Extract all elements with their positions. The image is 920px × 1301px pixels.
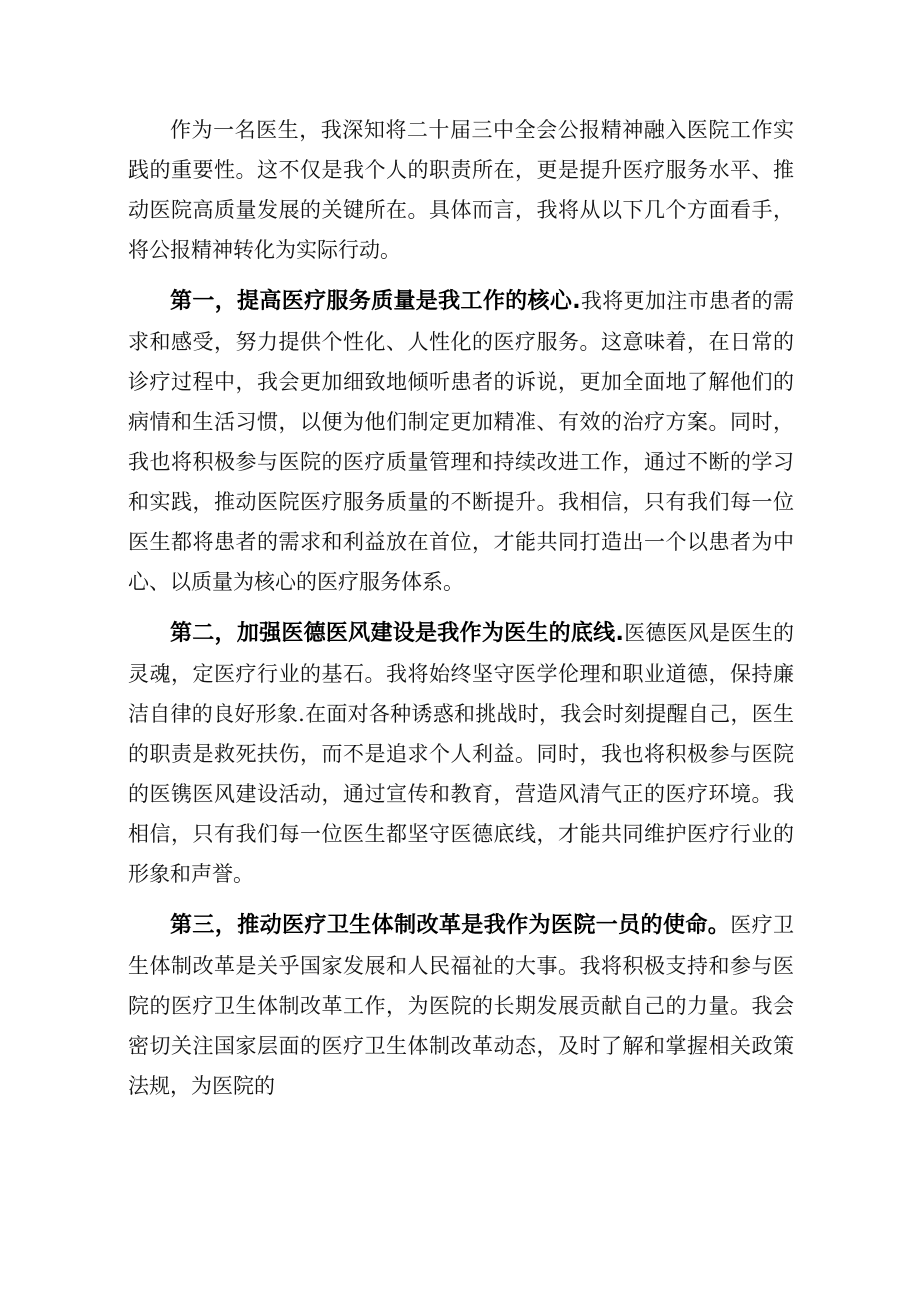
paragraph-lead: 第一，提高医疗服务质量是我工作的核心.: [170, 289, 581, 314]
paragraph-lead: 第三，推动医疗卫生体制改革是我作为医院一员的使命。: [170, 913, 731, 938]
document-body: [128, 110, 794, 1117]
paragraph-second: [128, 613, 794, 894]
paragraph-third: [128, 905, 794, 1106]
paragraph-text: 我将更加注市患者的需求和感受，努力提供个性化、人性化的医疗服务。这意味着，在日常的诊疗过程中，我会更加细致地倾听患者的诉说，更加全面地了解他们的病情和生活习惯，以便为他们制定更加精准、有效的治疗方案。同时，我也将积极参与医院的医疗质量管理和持续改进工作，通过不断的学习和实践，推动医院医疗服务质量的不断提升。我相信，只有我们每一位医生都将患者的需求和利益放在首位，才能共同打造出一个以患者为中心、以质量为核心的医疗服务体系。: [128, 289, 795, 594]
paragraph-text: 医疗卫生体制改革是关乎国家发展和人民福祉的大事。我将积极支持和参与医院的医疗卫生体制改革工作，为医院的长期发展贡献自己的力量。我会密切关注国家层面的医疗卫生体制改革动态，及时了解和掌握相关政策法规，为医院的: [128, 913, 795, 1098]
paragraph-intro: [128, 110, 794, 270]
paragraph-text: 作为一名医生，我深知将二十届三中全会公报精神融入医院工作实践的重要性。这不仅是我个人的职责所在，更是提升医疗服务水平、推动医院高质量发展的关键所在。具体而言，我将从以下几个方面看手，将公报精神转化为实际行动。: [128, 118, 794, 262]
paragraph-first: [128, 281, 794, 602]
paragraph-lead: 第二，加强医德医风建设是我作为医生的底线.: [170, 621, 624, 646]
paragraph-text: 医德医风是医生的灵魂，定医疗行业的基石。我将始终坚守医学伦理和职业道德，保持廉洁自律的良好形象.在面对各种诱惑和挑战时，我会时刻提醒自己，医生的职责是救死扶伤，而不是追求个人利益。同时，我也将积极参与医院的医镌医风建设活动，通过宣传和教育，营造风清气正的医疗环境。我相信，只有我们每一位医生都坚守医德底线，才能共同维护医疗行业的形象和声誉。: [128, 621, 795, 886]
